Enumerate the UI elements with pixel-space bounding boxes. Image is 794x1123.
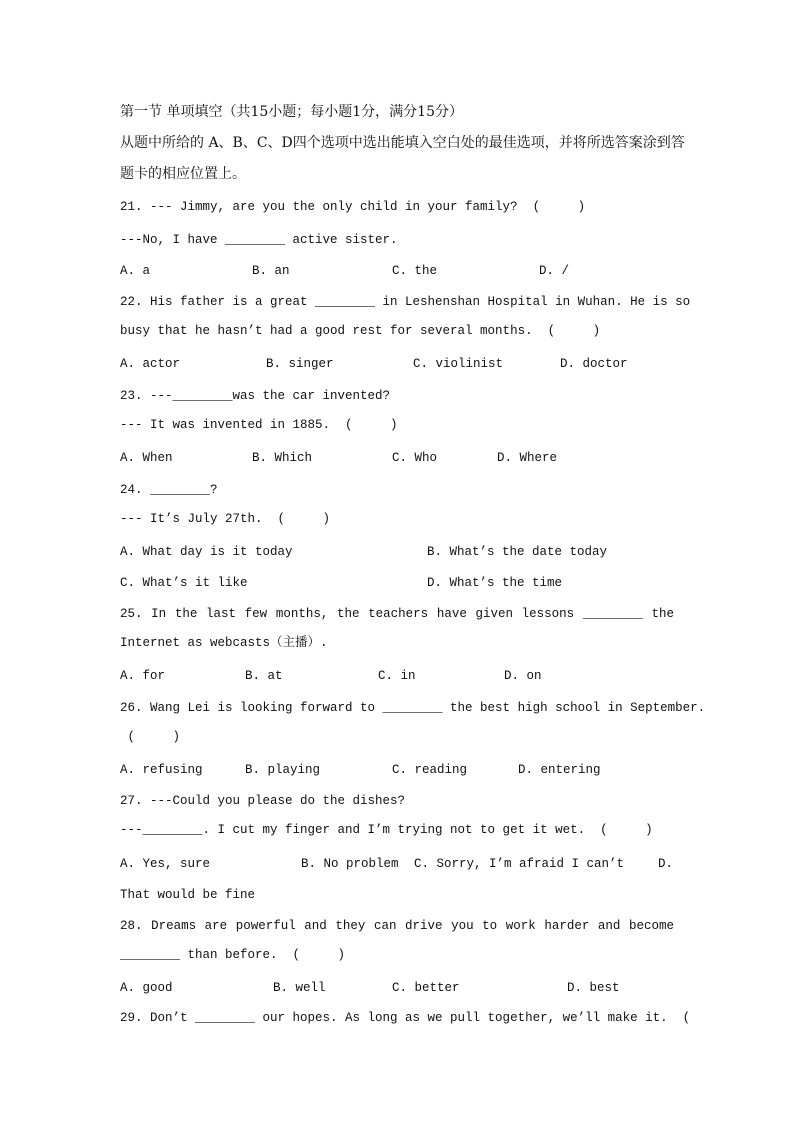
question-28-stem: 28. Dreams are powerful and they can drive you to work harder and become — [120, 919, 674, 933]
question-27-line-2: ---________. I cut my finger and I’m trying not to get it wet. ( ) — [120, 823, 653, 837]
q28-option-b[interactable]: B. well — [273, 981, 326, 995]
q28-option-a[interactable]: A. good — [120, 981, 173, 995]
q24-option-b[interactable]: B. What’s the date today — [427, 545, 608, 559]
q21-option-a[interactable]: A. a — [120, 264, 151, 278]
q26-option-b[interactable]: B. playing — [245, 763, 321, 777]
question-26-stem: 26. Wang Lei is looking forward to ________ the best high school in September. — [120, 701, 706, 715]
q28-option-d[interactable]: D. best — [567, 981, 620, 995]
q25-option-b[interactable]: B. at — [245, 669, 283, 683]
q21-option-d[interactable]: D. / — [539, 264, 570, 278]
question-24-line-2: --- It’s July 27th. ( ) — [120, 512, 331, 526]
q27-option-c[interactable]: C. Sorry, I’m afraid I can’t — [414, 857, 625, 871]
question-26-line-2: ( ) — [120, 730, 181, 744]
q28-option-c[interactable]: C. better — [392, 981, 460, 995]
question-22-stem: 22. His father is a great ________ in Leshenshan Hospital in Wuhan. He is so — [120, 295, 691, 309]
q27-option-d[interactable]: D. — [658, 857, 674, 871]
question-21-stem: 21. --- Jimmy, are you the only child in your family? ( ) — [120, 200, 586, 214]
q22-option-a[interactable]: A. actor — [120, 357, 181, 371]
section-heading: 第一节 单项填空（共15小题；每小题1分，满分15分） — [120, 104, 463, 120]
question-22-line-2: busy that he hasn’t had a good rest for several months. ( ) — [120, 324, 601, 338]
q23-option-d[interactable]: D. Where — [497, 451, 558, 465]
question-25-line-2: Internet as webcasts（主播）. — [120, 636, 328, 650]
q26-option-c[interactable]: C. reading — [392, 763, 468, 777]
q25-option-d[interactable]: D. on — [504, 669, 542, 683]
q27-option-a[interactable]: A. Yes, sure — [120, 857, 211, 871]
question-23-stem: 23. ---________was the car invented? — [120, 389, 391, 403]
q24-option-a[interactable]: A. What day is it today — [120, 545, 293, 559]
question-27-stem: 27. ---Could you please do the dishes? — [120, 794, 406, 808]
q23-option-a[interactable]: A. When — [120, 451, 173, 465]
question-21-line-2: ---No, I have ________ active sister. — [120, 233, 398, 247]
q26-option-a[interactable]: A. refusing — [120, 763, 203, 777]
q21-option-c[interactable]: C. the — [392, 264, 438, 278]
q22-option-c[interactable]: C. violinist — [413, 357, 504, 371]
question-24-stem: 24. ________? — [120, 483, 218, 497]
instruction-line-1: 从题中所给的 A、B、C、D四个选项中选出能填入空白处的最佳选项，并将所选答案涂到答 — [120, 135, 685, 151]
q26-option-d[interactable]: D. entering — [518, 763, 601, 777]
q24-option-d[interactable]: D. What’s the time — [427, 576, 563, 590]
q21-option-b[interactable]: B. an — [252, 264, 290, 278]
question-28-line-2: ________ than before. ( ) — [120, 948, 346, 962]
q22-option-b[interactable]: B. singer — [266, 357, 334, 371]
question-25-stem: 25. In the last few months, the teachers have given lessons ________ the — [120, 607, 674, 621]
question-23-line-2: --- It was invented in 1885. ( ) — [120, 418, 398, 432]
q27-option-b[interactable]: B. No problem — [301, 857, 399, 871]
q23-option-c[interactable]: C. Who — [392, 451, 438, 465]
q22-option-d[interactable]: D. doctor — [560, 357, 628, 371]
q25-option-a[interactable]: A. for — [120, 669, 166, 683]
q23-option-b[interactable]: B. Which — [252, 451, 313, 465]
question-29-stem: 29. Don’t ________ our hopes. As long as we pull together, we’ll make it. ( — [120, 1011, 691, 1025]
q25-option-c[interactable]: C. in — [378, 669, 416, 683]
instruction-line-2: 题卡的相应位置上。 — [120, 166, 246, 182]
q24-option-c[interactable]: C. What’s it like — [120, 576, 248, 590]
q27-option-d-text: That would be fine — [120, 888, 256, 902]
